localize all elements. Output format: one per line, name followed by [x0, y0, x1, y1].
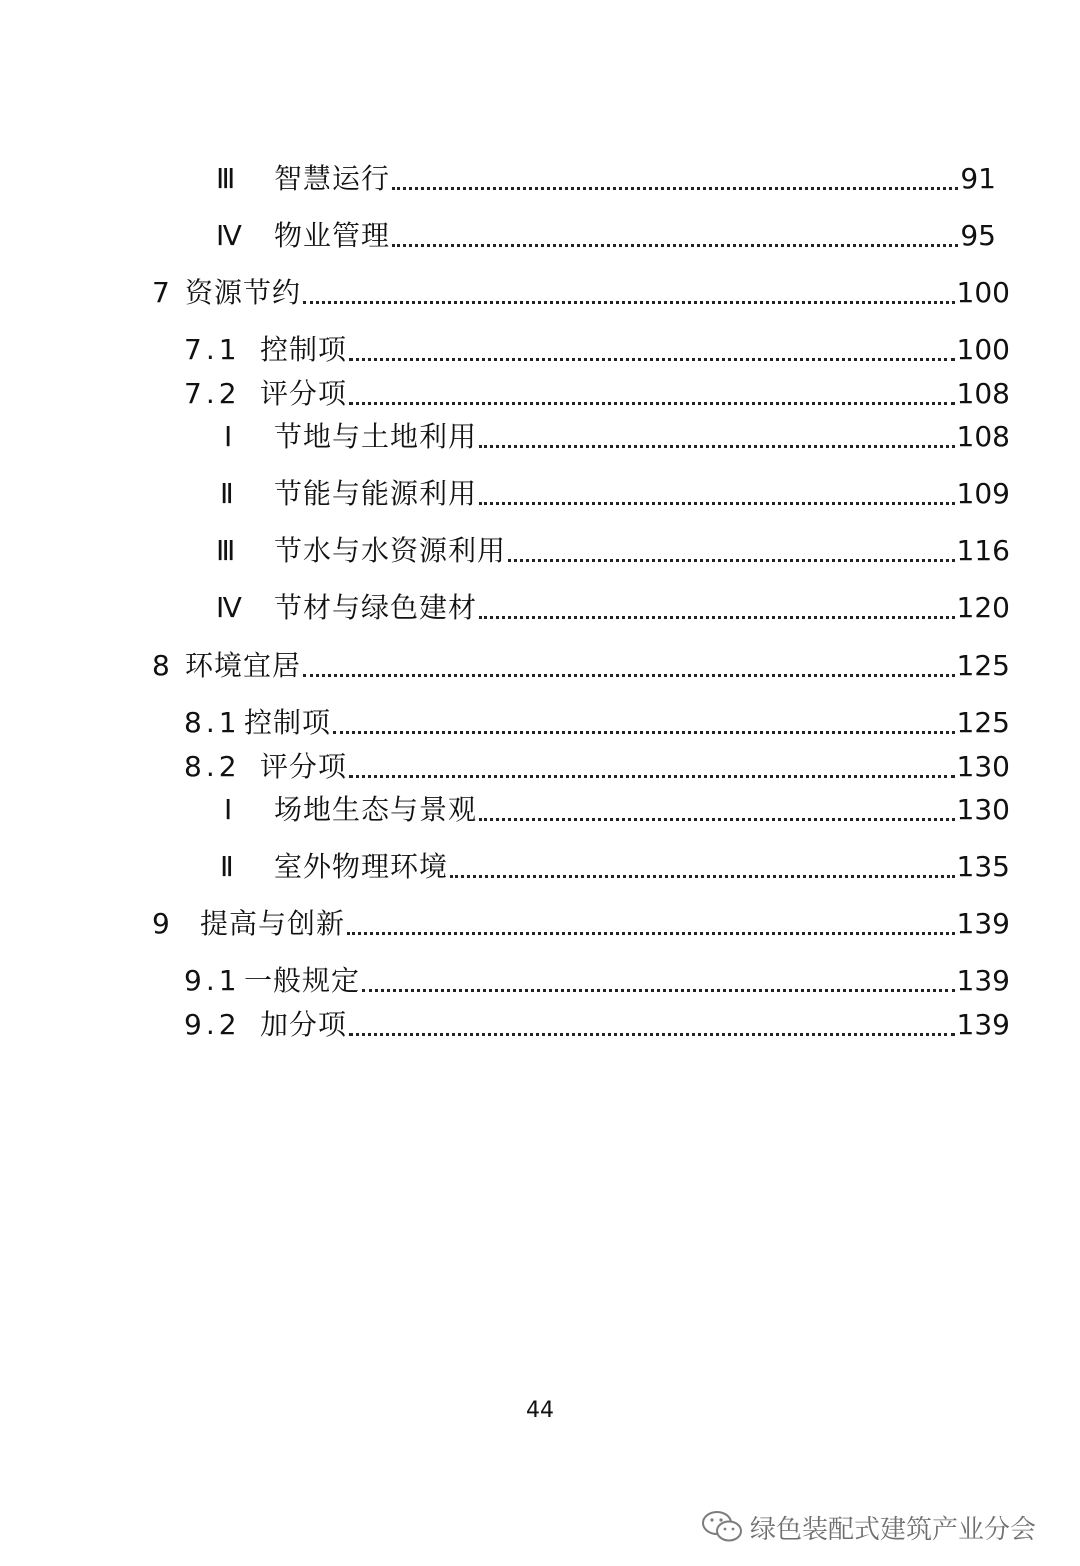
- toc-label: [184, 747, 347, 787]
- toc-number: 7.1: [184, 333, 241, 366]
- watermark: [700, 1505, 1036, 1549]
- toc-entry[interactable]: [216, 159, 996, 199]
- toc-label: [152, 904, 345, 944]
- toc-page: 100: [956, 276, 1010, 309]
- toc-page: 125: [956, 649, 1010, 682]
- toc-label: [216, 474, 477, 514]
- toc-title: 一般规定: [244, 964, 361, 997]
- toc-page: 91: [960, 162, 996, 195]
- toc-page: 108: [956, 377, 1010, 410]
- toc-label: [216, 588, 477, 628]
- toc-title: 物业管理: [274, 219, 391, 252]
- toc-page: 139: [956, 907, 1010, 940]
- toc-number: 7.2: [184, 377, 241, 410]
- dot-leader: [450, 875, 955, 878]
- toc-label: [184, 703, 331, 743]
- toc-number: 8: [152, 649, 170, 682]
- toc-page: 109: [956, 477, 1010, 510]
- toc-entry[interactable]: [216, 417, 1010, 457]
- toc-title: 节地与土地利用: [274, 420, 478, 453]
- dot-leader: [349, 775, 955, 778]
- toc-page: 139: [956, 964, 1010, 997]
- toc-title: 评分项: [260, 377, 348, 410]
- toc-title: 场地生态与景观: [274, 793, 478, 826]
- dot-leader: [349, 402, 955, 405]
- toc-page: 116: [956, 534, 1010, 567]
- toc-entry[interactable]: [184, 374, 1010, 414]
- toc-number: 8.2: [184, 750, 241, 783]
- toc-title: 节材与绿色建材: [274, 591, 478, 624]
- toc-label: [216, 417, 477, 457]
- toc-entry[interactable]: [216, 216, 996, 256]
- toc-label: [216, 216, 390, 256]
- dot-leader: [392, 187, 958, 190]
- page-number: 44: [526, 1398, 554, 1423]
- toc-number: 9.2: [184, 1008, 241, 1041]
- dot-leader: [392, 244, 958, 247]
- toc-title: 加分项: [260, 1008, 348, 1041]
- toc-entry[interactable]: [152, 646, 1010, 686]
- toc-number: Ⅱ: [220, 477, 234, 510]
- toc-number: Ⅰ: [224, 420, 233, 453]
- toc-entry[interactable]: [216, 531, 1010, 571]
- toc-number: Ⅰ: [224, 793, 233, 826]
- dot-leader: [508, 559, 955, 562]
- dot-leader: [349, 1033, 955, 1036]
- dot-leader: [347, 932, 955, 935]
- toc-entry[interactable]: [216, 474, 1010, 514]
- dot-leader: [479, 502, 955, 505]
- toc-page: 120: [956, 591, 1010, 624]
- toc-entry[interactable]: [216, 847, 1010, 887]
- toc-label: [216, 531, 506, 571]
- toc-entry[interactable]: [216, 588, 1010, 628]
- toc-label: [152, 273, 301, 313]
- toc-label: [216, 847, 448, 887]
- toc-title: 控制项: [244, 706, 332, 739]
- toc-label: [184, 961, 360, 1001]
- toc-number: Ⅳ: [216, 219, 242, 252]
- toc-entry[interactable]: [216, 790, 1010, 830]
- toc-entry[interactable]: [184, 961, 1010, 1001]
- wechat-icon: [700, 1508, 744, 1546]
- toc-title: 智慧运行: [274, 162, 391, 195]
- dot-leader: [303, 674, 955, 677]
- toc-number: 7: [152, 276, 170, 309]
- toc-page: 100: [956, 333, 1010, 366]
- toc-entry[interactable]: [152, 904, 1010, 944]
- toc-page: 135: [956, 850, 1010, 883]
- toc-label: [184, 330, 347, 370]
- toc-entry[interactable]: [184, 330, 1010, 370]
- toc-entry[interactable]: [184, 703, 1010, 743]
- toc-label: [184, 374, 347, 414]
- toc-number: 8.1: [184, 706, 241, 739]
- toc-label: [216, 159, 390, 199]
- toc-page: 108: [956, 420, 1010, 453]
- dot-leader: [479, 445, 955, 448]
- toc-number: Ⅳ: [216, 591, 242, 624]
- toc-page: 130: [956, 750, 1010, 783]
- toc-page: 130: [956, 793, 1010, 826]
- watermark-text: 绿色装配式建筑产业分会: [750, 1514, 1037, 1545]
- toc-entry[interactable]: [152, 273, 1010, 313]
- dot-leader: [479, 616, 955, 619]
- toc-page: 125: [956, 706, 1010, 739]
- toc-title: 室外物理环境: [274, 850, 449, 883]
- toc-number: 9.1: [184, 964, 241, 997]
- toc-title: 资源节约: [185, 276, 302, 309]
- dot-leader: [479, 818, 955, 821]
- dot-leader: [303, 301, 955, 304]
- toc-label: [216, 790, 477, 830]
- toc-page: 95: [960, 219, 996, 252]
- toc-page: 139: [956, 1008, 1010, 1041]
- toc-title: 节水与水资源利用: [274, 534, 507, 567]
- toc-number: Ⅲ: [216, 162, 236, 195]
- toc-entry[interactable]: [184, 747, 1010, 787]
- toc-title: 控制项: [260, 333, 348, 366]
- toc-entry[interactable]: [184, 1005, 1010, 1045]
- toc-number: Ⅲ: [216, 534, 236, 567]
- dot-leader: [349, 358, 955, 361]
- toc-number: Ⅱ: [220, 850, 234, 883]
- toc-label: [184, 1005, 347, 1045]
- toc-title: 节能与能源利用: [274, 477, 478, 510]
- toc-label: [152, 646, 301, 686]
- dot-leader: [362, 989, 955, 992]
- toc-title: 环境宜居: [185, 649, 302, 682]
- toc-number: 9: [152, 907, 170, 940]
- toc-title: 评分项: [260, 750, 348, 783]
- dot-leader: [333, 731, 955, 734]
- toc-title: 提高与创新: [200, 907, 346, 940]
